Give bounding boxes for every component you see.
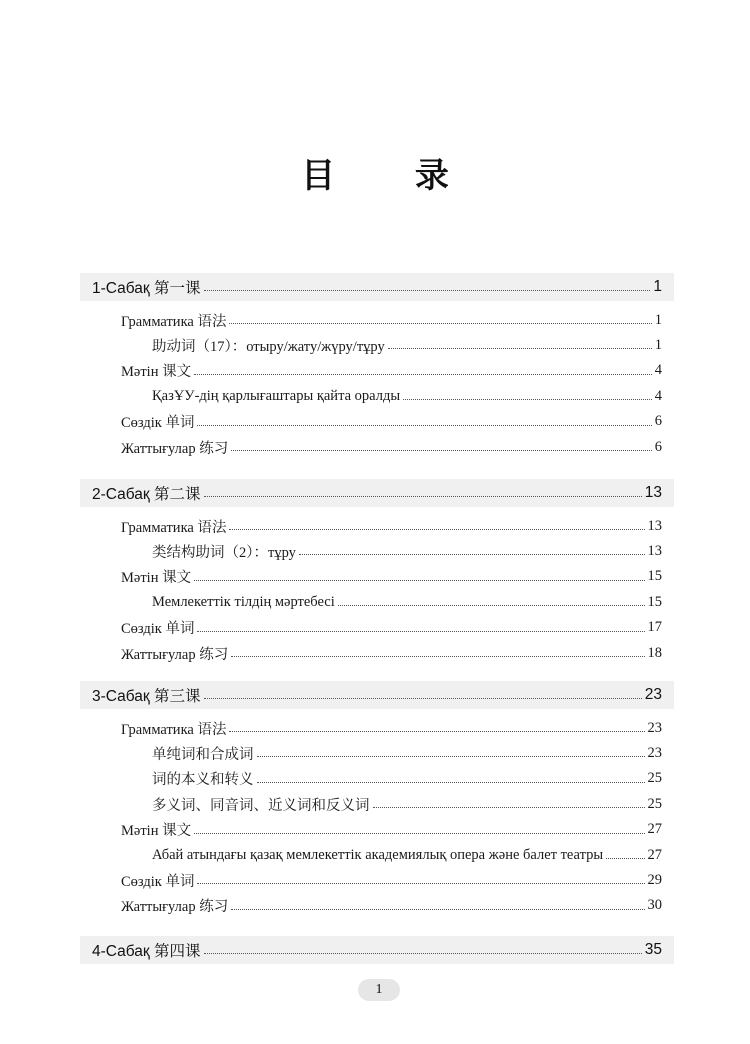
toc-entry-page: 35 [644,941,662,958]
toc-entry-page: 6 [654,438,662,455]
toc-subsection-row[interactable] [152,591,662,613]
toc-subsection-row[interactable] [152,793,662,815]
toc-entry-page: 18 [647,644,662,661]
toc-subsection-row[interactable] [152,540,662,562]
toc-entry-title: Мәтін 课文 [121,570,192,587]
toc-entry-page: 4 [654,362,662,379]
page-number: 1 [358,979,400,1001]
dot-leader [204,697,642,699]
toc-entry-page: 1 [654,336,662,353]
dot-leader [197,882,644,884]
toc-entry-page: 25 [647,770,662,787]
dot-leader [229,730,644,732]
toc-entry-page: 13 [644,484,662,501]
toc-entry-title: ҚазҰУ-дің қарлығаштары қайта оралды [152,387,401,404]
dot-leader [194,832,644,834]
toc-entry-title: Жаттығулар 练习 [121,440,229,457]
toc-entry-page: 30 [647,897,662,914]
toc-entry-title: 词的本义和转义 [152,772,254,789]
toc-entry-page: 25 [647,795,662,812]
toc-entry-page: 23 [647,744,662,761]
toc-entry-page: 23 [647,719,662,736]
toc-entry-title: 4-Сабақ 第四课 [92,943,201,960]
toc-lesson-row[interactable] [80,479,674,507]
toc-subsection-row[interactable] [152,742,662,764]
toc-entry-title: 1-Сабақ 第一课 [92,280,201,297]
toc-lesson-row[interactable] [80,681,674,709]
toc-entry-title: 多义词、同音词、近义词和反义词 [152,797,370,814]
toc-subsection-row[interactable] [152,768,662,790]
toc-entry-page: 23 [644,686,662,703]
toc-entry-page: 13 [647,542,662,559]
toc-entry-title: 2-Сабақ 第二课 [92,486,201,503]
dot-leader [257,781,645,783]
toc-section-row[interactable] [121,717,662,739]
toc-lesson-row[interactable] [80,936,674,964]
toc-entry-title: Мемлекеттік тілдің мәртебесі [152,593,335,610]
toc-entry-page: 29 [647,871,662,888]
toc-section-row[interactable] [121,617,662,639]
toc-entry-page: 27 [647,846,662,863]
toc-entry-title: Сөздік 单词 [121,415,195,432]
dot-leader [231,449,652,451]
toc-entry-title: Мәтін 课文 [121,364,192,381]
toc-entry-title: Абай атындағы қазақ мемлекеттік академиялық опера және балет театры [152,846,604,863]
dot-leader [231,655,644,657]
dot-leader [194,373,652,375]
toc-entry-page: 17 [647,619,662,636]
toc-subsection-row[interactable] [152,844,662,866]
toc-section-row[interactable] [121,642,662,664]
dot-leader [373,806,645,808]
toc-entry-title: Грамматика 语法 [121,313,227,330]
toc-entry-title: Сөздік 单词 [121,621,195,638]
toc-entry-page: 1 [653,278,662,295]
dot-leader [197,424,651,426]
toc-entry-title: 助动词（17）：отыру/жату/жүру/тұру [152,338,385,355]
toc-entry-title: 类结构助词（2）：тұру [152,544,296,561]
toc-entry-page: 27 [647,821,662,838]
dot-leader [338,604,645,606]
page-title: 目 录 [301,156,483,196]
dot-leader [403,398,652,400]
toc-subsection-row[interactable] [152,385,662,407]
toc-section-row[interactable] [121,869,662,891]
toc-entry-title: Жаттығулар 练习 [121,899,229,916]
toc-entry-title: 单纯词和合成词 [152,746,254,763]
dot-leader [257,755,645,757]
dot-leader [388,347,652,349]
dot-leader [194,579,644,581]
toc-entry-page: 4 [654,387,662,404]
toc-entry-page: 6 [654,413,662,430]
toc-entry-page: 1 [654,311,662,328]
dot-leader [229,322,651,324]
toc-section-row[interactable] [121,411,662,433]
toc-section-row[interactable] [121,309,662,331]
toc-lesson-row[interactable] [80,273,674,301]
toc-entry-title: Грамматика 语法 [121,721,227,738]
dot-leader [231,908,644,910]
dot-leader [197,630,644,632]
dot-leader [204,289,651,291]
toc-entry-title: Жаттығулар 练习 [121,646,229,663]
toc-entry-title: Сөздік 单词 [121,873,195,890]
dot-leader [606,857,644,859]
dot-leader [299,553,645,555]
dot-leader [204,495,642,497]
toc-section-row[interactable] [121,895,662,917]
toc-entry-title: Мәтін 课文 [121,823,192,840]
toc-entry-title: 3-Сабақ 第三课 [92,688,201,705]
dot-leader [204,952,642,954]
toc-subsection-row[interactable] [152,334,662,356]
toc-section-row[interactable] [121,360,662,382]
toc-entry-page: 15 [647,593,662,610]
toc-section-row[interactable] [121,566,662,588]
toc-entry-page: 15 [647,568,662,585]
toc-section-row[interactable] [121,515,662,537]
dot-leader [229,528,644,530]
toc-entry-title: Грамматика 语法 [121,519,227,536]
toc-section-row[interactable] [121,436,662,458]
toc-section-row[interactable] [121,819,662,841]
toc-entry-page: 13 [647,517,662,534]
